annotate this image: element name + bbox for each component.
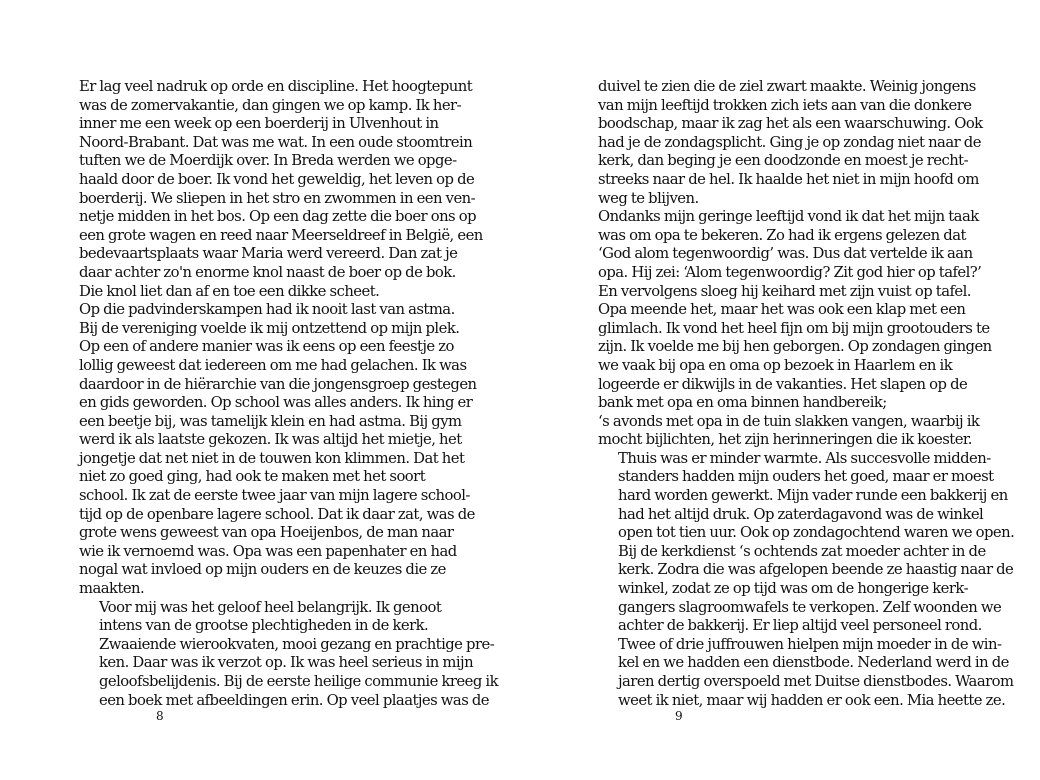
text-line: bank met opa en oma binnen handbereik; bbox=[598, 394, 887, 412]
text-line: zijn. Ik voelde me bij hen geborgen. Op zondagen gingen bbox=[598, 338, 992, 356]
text-line: hard worden gewerkt. Mijn vader runde een bakkerij en bbox=[618, 487, 1008, 505]
text-line: tuften we de Moerdijk over. In Breda werden we opge- bbox=[79, 152, 457, 170]
text-line: ‘God alom tegenwoordig’ was. Dus dat vertelde ik aan bbox=[598, 245, 973, 263]
paragraph bbox=[79, 598, 498, 711]
text-line: had je de zondagsplicht. Ging je op zondag niet naar de bbox=[598, 133, 981, 151]
text-line: jaren dertig overspoeld met Duitse dienstbodes. Waarom bbox=[618, 673, 1014, 690]
text-line: open tot tien uur. Ook op zondagochtend waren we open. bbox=[618, 524, 1015, 542]
text-line: lollig geweest dat iedereen om me had gelachen. Ik was bbox=[79, 356, 467, 374]
text-line: jongetje dat net niet in de touwen kon klimmen. Dat het bbox=[79, 449, 465, 467]
text-line: bedevaartsplaats waar Maria werd vereerd. Dan zat je bbox=[79, 245, 458, 263]
text-line: Op die padvinderskampen had ik nooit last van astma. bbox=[79, 301, 455, 319]
text-line: standers hadden mijn ouders het goed, maar er moest bbox=[618, 468, 994, 486]
text-line: was om opa te bekeren. Zo had ik ergens gelezen dat bbox=[598, 226, 966, 244]
text-line: Opa meende het, maar het was ook een klap met een bbox=[598, 301, 966, 319]
text-line: ken. Daar was ik verzot op. Ik was heel serieus in mijn bbox=[99, 654, 474, 672]
text-line: inner me een week op een boerderij in Ulvenhout in bbox=[79, 115, 439, 133]
paragraph bbox=[598, 78, 983, 208]
text-line: En vervolgens sloeg hij keihard met zijn vuist op tafel. bbox=[598, 282, 971, 300]
text-line: kerk. Zodra die was afgelopen beende ze haastig naar de bbox=[618, 561, 1014, 579]
left-page-body bbox=[79, 78, 498, 710]
text-line: kel en we hadden een dienstbode. Nederland werd in de bbox=[618, 654, 1009, 672]
paragraph bbox=[79, 301, 477, 599]
text-line: een boek met afbeeldingen erin. Op veel plaatjes was de bbox=[99, 691, 490, 709]
text-line: en gids geworden. Op school was alles anders. Ik hing er bbox=[79, 394, 473, 412]
page-number-left: 8 bbox=[156, 709, 164, 723]
text-line: een beetje bij, was tamelijk klein en had astma. Bij gym bbox=[79, 412, 462, 430]
text-line: Die knol liet dan af en toe een dikke scheet. bbox=[79, 282, 380, 300]
text-line: boerderij. We sliepen in het stro en zwommen in een ven- bbox=[79, 189, 476, 207]
paragraph bbox=[598, 449, 1015, 710]
text-line: maakten. bbox=[79, 580, 145, 598]
text-line: had het altijd druk. Op zaterdagavond was de winkel bbox=[618, 505, 984, 523]
text-line: grote wens geweest van opa Hoeijenbos, de man naar bbox=[79, 524, 454, 542]
right-page-body bbox=[598, 78, 1015, 710]
text-line: geloofsbelijdenis. Bij de eerste heilige communie kreeg ik bbox=[99, 673, 498, 690]
text-line: we vaak bij opa en oma op bezoek in Haarlem en ik bbox=[598, 356, 953, 374]
paragraph bbox=[79, 78, 483, 301]
text-line: weg te blijven. bbox=[598, 189, 699, 207]
text-line: niet zo goed ging, had ook te maken met het soort bbox=[79, 468, 426, 486]
text-line: streeks naar de hel. Ik haalde het niet in mijn hoofd om bbox=[598, 170, 979, 188]
text-line: kerk, dan beging je een doodzonde en moest je recht- bbox=[598, 152, 969, 170]
text-line: mocht bijlichten, het zijn herinneringen die ik koester. bbox=[598, 431, 972, 449]
text-line: Twee of drie juffrouwen hielpen mijn moeder in de win- bbox=[618, 635, 1002, 653]
text-line: logeerde er dikwijls in de vakanties. Het slapen op de bbox=[598, 375, 968, 393]
paragraph bbox=[598, 208, 992, 450]
text-line: achter de bakkerij. Er liep altijd veel personeel rond. bbox=[618, 617, 982, 635]
text-line: winkel, zodat ze op tijd was om de hongerige kerk- bbox=[618, 580, 969, 598]
text-line: Zwaaiende wierookvaten, mooi gezang en prachtige pre- bbox=[99, 635, 495, 653]
text-line: gangers slagroomwafels te verkopen. Zelf woonden we bbox=[618, 598, 1002, 616]
text-line: netje midden in het bos. Op een dag zette die boer ons op bbox=[79, 208, 477, 226]
text-line: school. Ik zat de eerste twee jaar van mijn lagere school- bbox=[79, 487, 470, 505]
text-line: daar achter zo'n enorme knol naast de boer op de bok. bbox=[79, 263, 456, 281]
text-line: werd ik als laatste gekozen. Ik was altijd het mietje, het bbox=[79, 431, 462, 449]
text-line: wie ik vernoemd was. Opa was een papenhater en had bbox=[79, 542, 457, 560]
text-line: glimlach. Ik vond het heel fijn om bij mijn grootouders te bbox=[598, 319, 990, 337]
page-number-right: 9 bbox=[675, 709, 683, 723]
text-line: was de zomervakantie, dan gingen we op kamp. Ik her- bbox=[79, 96, 462, 114]
text-line: opa. Hij zei: ‘Alom tegenwoordig? Zit god hier op tafel?’ bbox=[598, 263, 982, 281]
text-line: tijd op de openbare lagere school. Dat ik daar zat, was de bbox=[79, 505, 475, 523]
text-line: Op een of andere manier was ik eens op een feestje zo bbox=[79, 338, 454, 356]
text-line: een grote wagen en reed naar Meerseldreef in België, een bbox=[79, 226, 483, 244]
text-line: Ondanks mijn geringe leeftijd vond ik dat het mijn taak bbox=[598, 208, 979, 226]
text-line: Voor mij was het geloof heel belangrijk. Ik genoot bbox=[99, 598, 442, 616]
text-line: van mijn leeftijd trokken zich iets aan van die donkere bbox=[598, 96, 972, 114]
text-line: daardoor in de hiërarchie van die jongensgroep gestegen bbox=[79, 375, 477, 393]
text-line: boodschap, maar ik zag het als een waarschuwing. Ook bbox=[598, 115, 983, 133]
text-line: Er lag veel nadruk op orde en discipline. Het hoogtepunt bbox=[79, 78, 473, 95]
text-line: Noord-Brabant. Dat was me wat. In een oude stoomtrein bbox=[79, 133, 473, 151]
text-line: ‘s avonds met opa in de tuin slakken vangen, waarbij ik bbox=[598, 412, 980, 430]
text-line: Thuis was er minder warmte. Als succesvolle midden- bbox=[618, 449, 991, 467]
text-line: weet ik niet, maar wij hadden er ook een. Mia heette ze. bbox=[618, 691, 1006, 709]
text-line: nogal wat invloed op mijn ouders en de keuzes die ze bbox=[79, 561, 446, 579]
text-line: Bij de kerkdienst ‘s ochtends zat moeder achter in de bbox=[618, 542, 986, 560]
text-line: duivel te zien die de ziel zwart maakte. Weinig jongens bbox=[598, 78, 976, 95]
text-line: Bij de vereniging voelde ik mij ontzettend op mijn plek. bbox=[79, 319, 460, 337]
text-line: intens van de grootse plechtigheden in de kerk. bbox=[99, 617, 429, 635]
text-line: haald door de boer. Ik vond het geweldig, het leven op de bbox=[79, 170, 475, 188]
